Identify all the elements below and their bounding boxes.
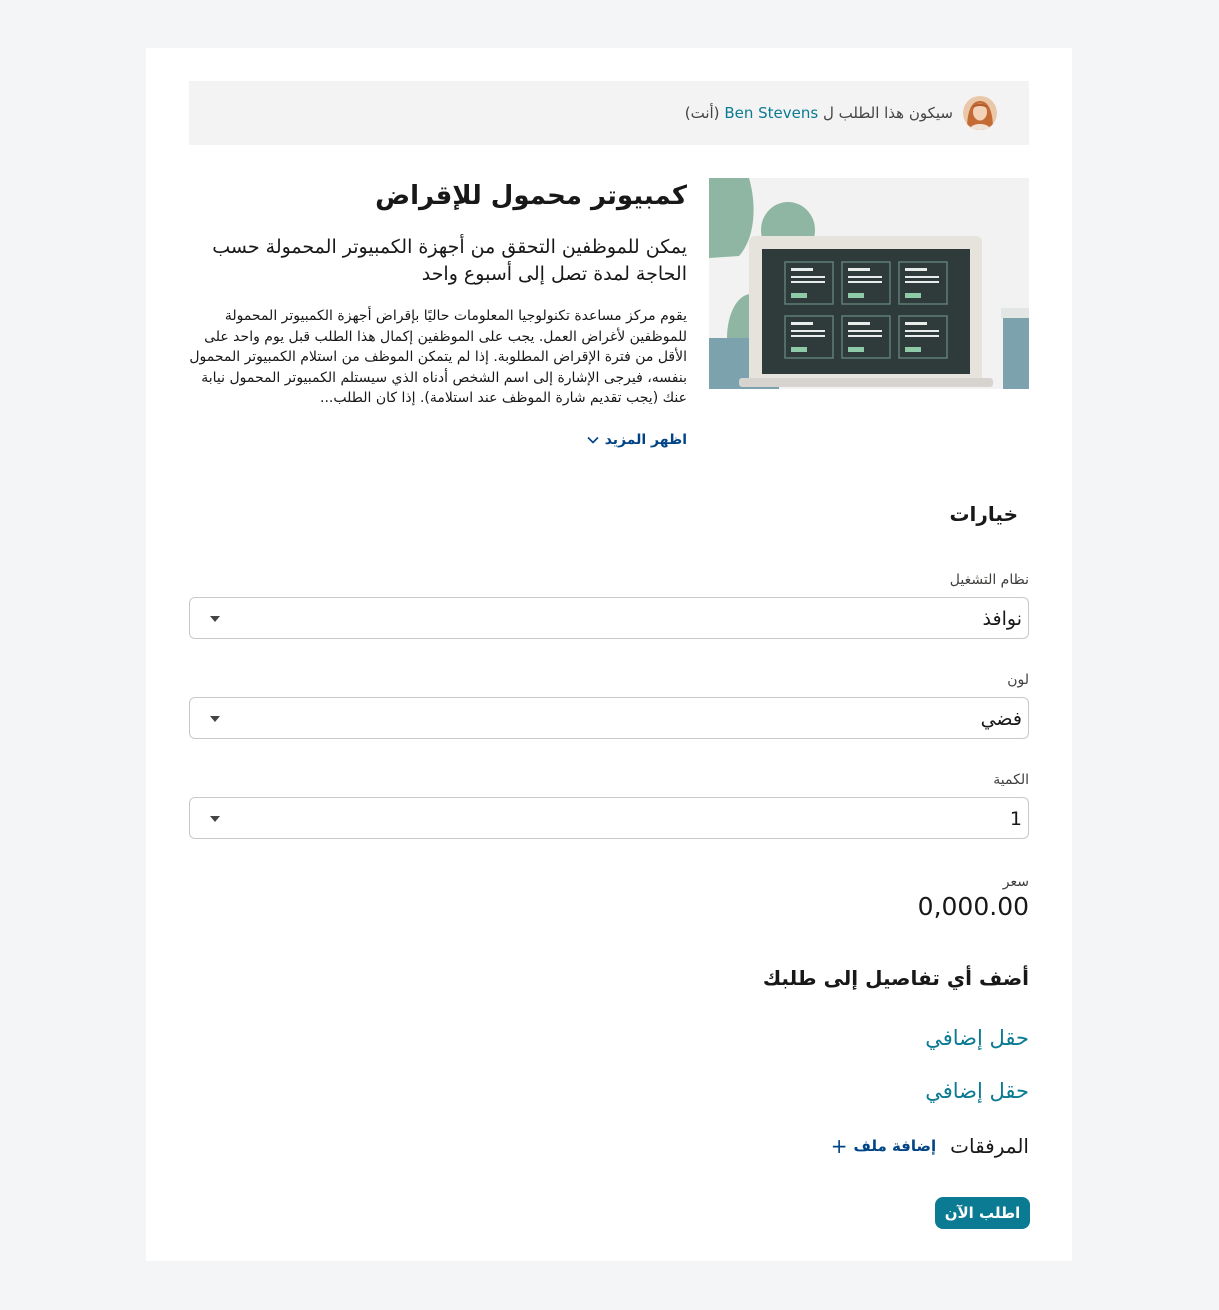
item-subtitle: يمكن للموظفين التحقق من أجهزة الكمبيوتر المحمولة حسب الحاجة لمدة تصل إلى أسبوع واحد bbox=[212, 236, 687, 285]
requester-suffix: (أنت) bbox=[684, 104, 720, 122]
caret-down-icon bbox=[210, 816, 220, 822]
quantity-select-value: 1 bbox=[1009, 808, 1022, 830]
requester-banner bbox=[189, 81, 1029, 145]
item-title: كمبيوتر محمول للإقراض bbox=[375, 181, 687, 211]
add-file-label: إضافة ملف bbox=[853, 1137, 937, 1155]
os-select[interactable] bbox=[189, 597, 1029, 639]
price-label: سعر bbox=[1002, 874, 1029, 890]
order-now-button[interactable]: اطلب الآن bbox=[935, 1197, 1030, 1229]
quantity-label: الكمية bbox=[993, 772, 1029, 788]
show-more-link[interactable] bbox=[587, 432, 687, 448]
add-file-button[interactable] bbox=[831, 1134, 936, 1158]
user-avatar bbox=[963, 96, 997, 130]
laptop-illustration bbox=[709, 178, 1029, 389]
request-card bbox=[146, 48, 1072, 1261]
requester-prefix: سيكون هذا الطلب ل bbox=[822, 104, 953, 122]
caret-down-icon bbox=[210, 616, 220, 622]
chevron-down-icon bbox=[587, 432, 599, 448]
requester-text bbox=[685, 104, 953, 122]
color-select[interactable] bbox=[189, 697, 1029, 739]
price-value: 0,000.00 bbox=[917, 892, 1029, 921]
details-heading: أضف أي تفاصيل إلى طلبك bbox=[762, 966, 1029, 990]
show-more-label: اظهر المزيد bbox=[604, 432, 687, 448]
extra-field-link-1[interactable]: حقل إضافي bbox=[925, 1026, 1029, 1050]
color-label: لون bbox=[1007, 672, 1029, 688]
requester-name-link[interactable]: Ben Stevens bbox=[724, 104, 819, 122]
options-heading: خيارات bbox=[949, 502, 1018, 526]
extra-field-link-2[interactable]: حقل إضافي bbox=[925, 1079, 1029, 1103]
attachments-label: المرفقات bbox=[950, 1134, 1029, 1158]
os-label: نظام التشغيل bbox=[949, 572, 1029, 588]
os-select-value: نوافذ bbox=[982, 608, 1022, 630]
quantity-select[interactable] bbox=[189, 797, 1029, 839]
color-select-value: فضي bbox=[980, 708, 1022, 730]
plus-icon: + bbox=[830, 1134, 848, 1158]
item-description: يقوم مركز مساعدة تكنولوجيا المعلومات حاليًا بإقراض أجهزة الكمبيوتر المحمولة للموظفين لأغراض العمل. يجب على الموظفين إكمال هذا الطلب قبل يوم واحد على الأقل من فترة الإقراض المطلوبة. إذا لم يتمكن الموظف من استلام الكمبيوتر المحمول بنفسه، فيرجى الإشارة إلى اسم الشخص أدناه الذي سيستلم الكمبيوتر المحمول نيابة عنك (يجب تقديم شارة الموظف عند استلامة). إذا كان الطلب... bbox=[189, 308, 687, 406]
attachments-row bbox=[831, 1134, 1029, 1158]
caret-down-icon bbox=[210, 716, 220, 722]
